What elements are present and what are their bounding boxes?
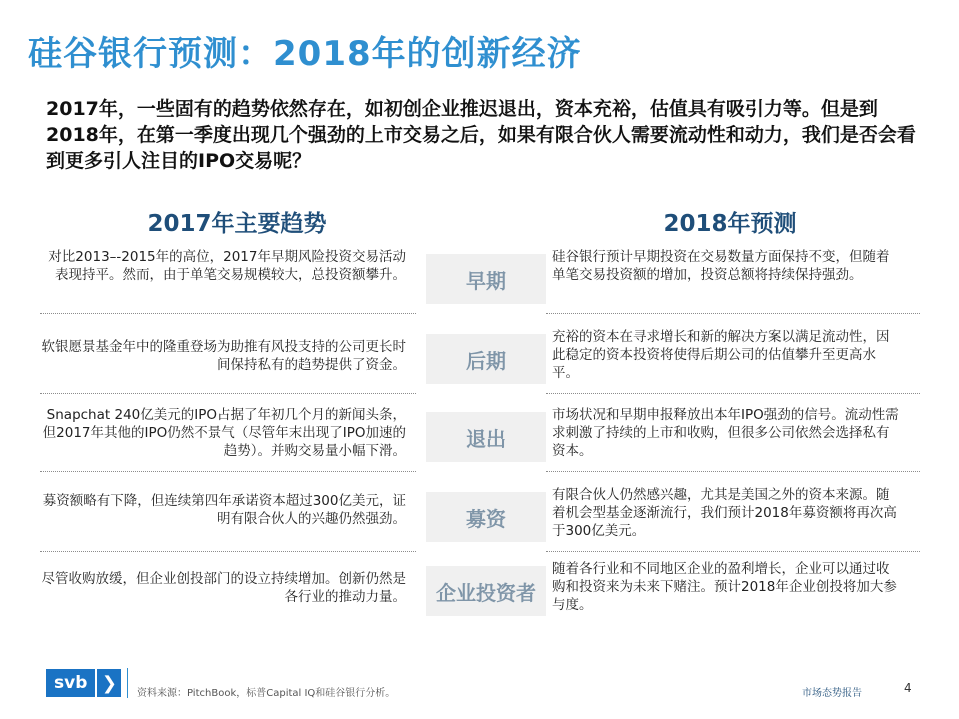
trend-text: Snapchat 240亿美元的IPO占据了年初几个月的新闻头条，但2017年其他的IPO仍然不景气（尽管年末出现了IPO加速的趋势）。并购交易量小幅下滑。 [42, 407, 406, 459]
footer-report-name: 市场态势报告 [802, 688, 862, 699]
divider [40, 313, 416, 314]
trends-column-header: 2017年主要趋势 [147, 211, 327, 237]
forecast-text: 有限合伙人仍然感兴趣，尤其是美国之外的资本来源。随着机会型基金逐渐流行，我们预计2018年募资额将再次高于300亿美元。 [552, 487, 897, 539]
forecast-text: 市场状况和早期申报释放出本年IPO强劲的信号。流动性需求刺激了持续的上市和收购，但很多公司依然会选择私有资本。 [552, 407, 899, 459]
row-late [40, 326, 920, 394]
svb-logo-text: svb [46, 669, 95, 697]
svb-logo [46, 669, 121, 697]
divider [546, 551, 920, 552]
forecast-text: 随着各行业和不同地区企业的盈利增长，企业可以通过收购和投资来为未来下赌注。预计2018年企业创投将加大参与度。 [552, 561, 897, 613]
row-corporate-investors [40, 558, 920, 626]
footer-source: 资料来源：PitchBook，标普Capital IQ和硅谷银行分析。 [137, 688, 396, 699]
stage-label: 后期 [426, 334, 546, 384]
trend-text: 软银愿景基金年中的隆重登场为助推有风投支持的公司更长时间保持私有的趋势提供了资金。 [41, 339, 406, 373]
stage-label: 企业投资者 [426, 566, 546, 616]
forecast-column-header: 2018年预测 [663, 211, 797, 237]
row-early [40, 246, 920, 314]
divider [40, 471, 416, 472]
divider [546, 471, 920, 472]
divider [546, 393, 920, 394]
trend-text: 对比2013–-2015年的高位，2017年早期风险投资交易活动表现持平。然而，由于单笔交易规模较大，总投资额攀升。 [48, 249, 406, 283]
divider [40, 393, 416, 394]
intro-paragraph: 2017年，一些固有的趋势依然存在，如初创企业推迟退出，资本充裕，估值具有吸引力等。但是到2018年，在第一季度出现几个强劲的上市交易之后，如果有限合伙人需要流动性和动力，我们是否会看到更多引人注目的IPO交易呢？ [46, 98, 916, 172]
trend-text: 募资额略有下降，但连续第四年承诺资本超过300亿美元，证明有限合伙人的兴趣仍然强劲。 [42, 493, 406, 527]
chevron-right-icon: ❯ [97, 669, 121, 697]
row-exit [40, 404, 920, 472]
stage-label: 募资 [426, 492, 546, 542]
divider [546, 313, 920, 314]
footer-divider [127, 668, 128, 698]
row-fundraising [40, 484, 920, 552]
divider [40, 551, 416, 552]
page-title: 硅谷银行预测：2018年的创新经济 [28, 34, 582, 74]
page-number: 4 [904, 681, 912, 695]
forecast-text: 硅谷银行预计早期投资在交易数量方面保持不变，但随着单笔交易投资额的增加，投资总额将持续保持强劲。 [552, 249, 890, 283]
trend-text: 尽管收购放缓，但企业创投部门的设立持续增加。创新仍然是各行业的推动力量。 [41, 571, 406, 605]
stage-label: 退出 [426, 412, 546, 462]
forecast-text: 充裕的资本在寻求增长和新的解决方案以满足流动性，因此稳定的资本投资将使得后期公司的估值攀升至更高水平。 [552, 329, 890, 381]
stage-label: 早期 [426, 254, 546, 304]
